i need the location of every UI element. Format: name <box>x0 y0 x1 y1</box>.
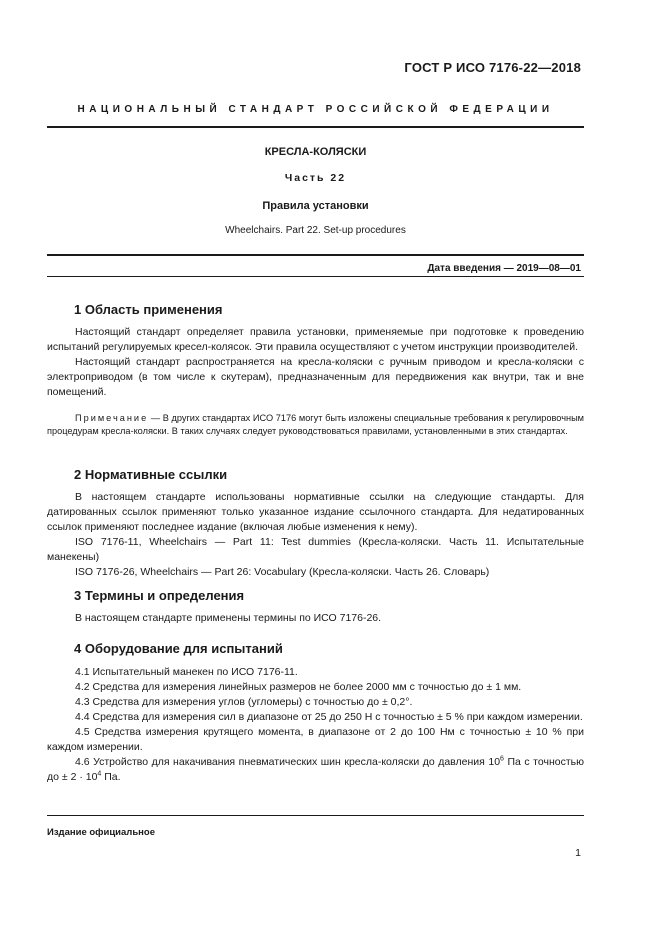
item-6-text-c: Па. <box>101 771 121 783</box>
english-title: Wheelchairs. Part 22. Set-up procedures <box>225 225 406 236</box>
note-text: — В других стандартах ИСО 7176 могут быть изложены специальные требования к регулировочным процедурам кресла-коляски. В таких случаях следует руководствоваться правилами, установленными в этих стандартах. <box>47 413 584 436</box>
footer-divider <box>47 815 584 816</box>
title-divider <box>47 254 584 256</box>
section-2-heading: 2 Нормативные ссылки <box>74 467 228 482</box>
section-3-paragraph-1: В настоящем стандарте применены термины по ИСО 7176-26. <box>75 612 382 624</box>
item-6-text-a: 4.6 Устройство для накачивания пневматических шин кресла-коляски до давления 10 <box>75 756 501 768</box>
section-4-list <box>47 665 584 785</box>
section-1-body <box>47 325 584 400</box>
list-item: 4.5 Средства измерения крутящего момента, в диапазоне от 2 до 100 Нм с точностью ± 10 % при каждом измерении. <box>47 726 584 753</box>
section-2-paragraph-1: В настоящем стандарте использованы нормативные ссылки на следующие стандарты. Для датированных ссылок применяют только указанное издание ссылочного стандарта. Для недатированных ссылок применяют последнее издание (включая любые изменения к нему). <box>47 491 584 533</box>
page-number: 1 <box>575 847 581 859</box>
section-2-reference-2: ISO 7176-26, Wheelchairs — Part 26: Vocabulary (Кресла-коляски. Часть 26. Словарь) <box>75 566 490 578</box>
official-edition-label: Издание официальное <box>47 827 155 838</box>
list-item: 4.3 Средства для измерения углов (угломеры) с точностью до ± 0,2°. <box>75 696 413 708</box>
section-3-body <box>47 611 584 626</box>
list-item: 4.1 Испытательный манекен по ИСО 7176-11. <box>75 666 298 678</box>
banner-divider <box>47 126 584 128</box>
section-1-paragraph-1: Настоящий стандарт определяет правила установки, применяемые при подготовке к проведению испытаний регулируемых кресел-колясок. Эти правила осуществляют с учетом инструкции производителей. <box>47 326 584 353</box>
list-item <box>47 755 584 785</box>
section-1-heading: 1 Область применения <box>74 302 223 317</box>
document-part: Часть 22 <box>284 172 347 184</box>
section-3-heading: 3 Термины и определения <box>74 588 245 603</box>
document-subtitle: Правила установки <box>262 200 369 212</box>
item-6-text-b: Па с точностью до ± 2 · 10 <box>47 756 584 783</box>
document-title: КРЕСЛА-КОЛЯСКИ <box>264 146 367 158</box>
item-6-exponent-1: 6 <box>500 755 504 763</box>
list-item: 4.4 Средства для измерения сил в диапазоне от 25 до 250 Н с точностью ± 5 % при каждом измерении. <box>75 711 583 723</box>
introduction-date: Дата введения — 2019—08—01 <box>427 263 581 274</box>
national-standard-banner: НАЦИОНАЛЬНЫЙ СТАНДАРТ РОССИЙСКОЙ ФЕДЕРАЦИИ <box>77 104 554 115</box>
section-2-body <box>47 490 584 580</box>
section-2-reference-1: ISO 7176-11, Wheelchairs — Part 11: Test dummies (Кресла-коляски. Часть 11. Испытательные манекены) <box>47 536 584 563</box>
list-item: 4.2 Средства для измерения линейных размеров не более 2000 мм с точностью до ± 1 мм. <box>75 681 522 693</box>
section-4-heading: 4 Оборудование для испытаний <box>74 641 283 656</box>
date-divider <box>47 276 584 277</box>
section-1-paragraph-2: Настоящий стандарт распространяется на кресла-коляски с ручным приводом и кресла-коляски с электроприводом (в том числе к скутерам), предназначенным для передвижения как внутри, так и вне помещений. <box>47 356 584 398</box>
section-1-note <box>47 412 584 438</box>
standard-designation: ГОСТ Р ИСО 7176-22—2018 <box>404 60 581 75</box>
note-label: Примечание <box>75 413 149 423</box>
item-6-exponent-2: 4 <box>97 770 102 778</box>
